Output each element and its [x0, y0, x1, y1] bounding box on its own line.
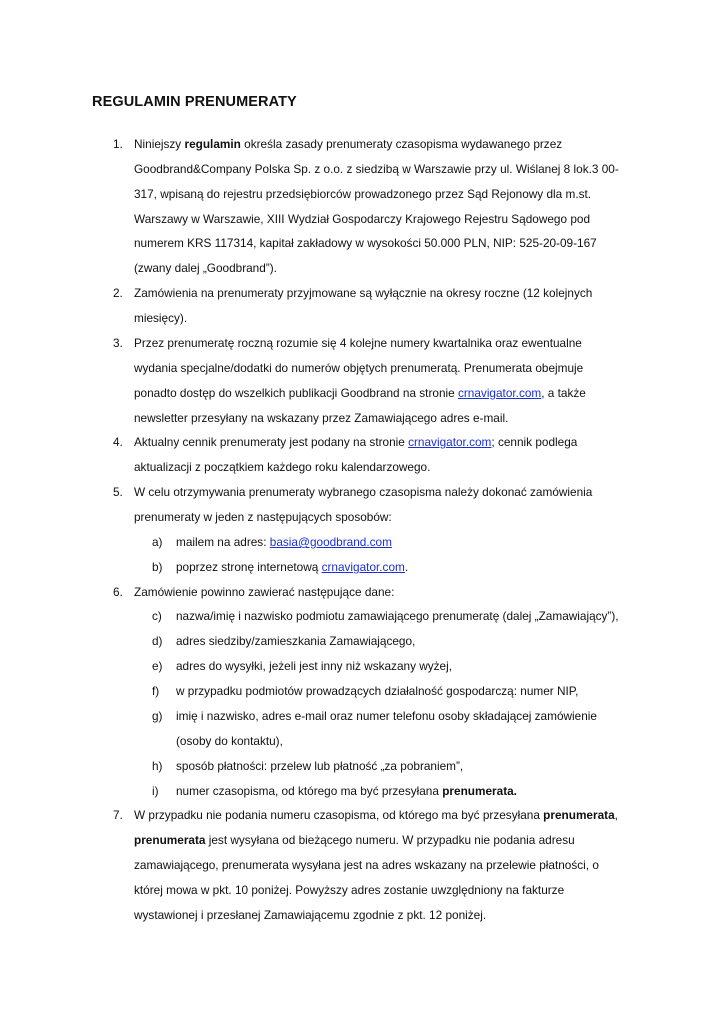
list-item-line: Zamówienia na prenumeraty przyjmowane są wyłącznie na okresy roczne (12 kolejnych [134, 286, 593, 300]
list-item-line: (zwany dalej „Goodbrand”). [134, 261, 277, 275]
list-item-line: Aktualny cennik prenumeraty jest podany na stronie crnavigator.com; cennik podlega [134, 435, 578, 449]
list-item-line: wystawionej i przesłanej Zamawiającemu zgodnie z pkt. 12 poniżej. [134, 908, 487, 922]
crnavigator-link[interactable]: crnavigator.com [408, 435, 492, 449]
sub-list-line: sposób płatności: przelew lub płatność „za pobraniem”, [176, 759, 464, 773]
sub-list-letter: h) [152, 759, 163, 773]
sub-list-line: nazwa/imię i nazwisko podmiotu zamawiającego prenumeratę (dalej „Zamawiający”), [176, 609, 619, 623]
list-item-line: Niniejszy regulamin określa zasady prenumeraty czasopisma wydawanego przez [134, 137, 563, 151]
sub-list-line: imię i nazwisko, adres e-mail oraz numer telefonu osoby składającej zamówienie [176, 709, 597, 723]
list-item-line: Warszawy w Warszawie, XIII Wydział Gospodarczy Krajowego Rejestru Sądowego pod [134, 212, 591, 226]
list-item-line: Goodbrand&Company Polska Sp. z o.o. z siedzibą w Warszawie przy ul. Wiślanej 8 lok.3 00- [134, 162, 619, 176]
list-number: 6. [113, 585, 123, 599]
list-item-line: W przypadku nie podania numeru czasopisma, od którego ma być przesyłana prenumerata, [134, 808, 618, 822]
list-number: 5. [113, 485, 123, 499]
list-item-line: Przez prenumeratę roczną rozumie się 4 kolejne numery kwartalnika oraz ewentualne [134, 336, 582, 350]
list-item-line: ponadto dostęp do wszelkich publikacji Goodbrand na stronie crnavigator.com, a także [134, 386, 586, 400]
sub-list-line: w przypadku podmiotów prowadzących działalność gospodarczą: numer NIP, [176, 684, 579, 698]
list-item-line: aktualizacji z początkiem każdego roku kalendarzowego. [134, 460, 431, 474]
sub-list-letter: g) [152, 709, 163, 723]
crnavigator-link[interactable]: crnavigator.com [457, 386, 542, 400]
list-item-line: wydania specjalne/dodatki do numerów objętych prenumeratą. Prenumerata obejmuje [134, 361, 584, 375]
list-item-line: zamawiającego, prenumerata wysyłana jest na adres wskazany na przelewie płatności, o [134, 858, 599, 872]
page-title: REGULAMIN PRENUMERATY [92, 94, 297, 110]
list-item-line: numerem KRS 117314, kapitał zakładowy w wysokości 50.000 PLN, NIP: 525-20-09-167 [134, 236, 597, 250]
sub-list-letter: b) [152, 560, 163, 574]
sub-list-line: (osoby do kontaktu), [176, 734, 283, 748]
list-number: 3. [113, 336, 123, 350]
sub-list-line: adres siedziby/zamieszkania Zamawiającego, [176, 634, 416, 648]
sub-list-letter: i) [152, 784, 159, 798]
list-item-line: newsletter przesyłany na wskazany przez Zamawiającego adres e-mail. [134, 411, 509, 425]
list-item-line: prenumerata jest wysyłana od bieżącego numeru. W przypadku nie podania adresu [134, 833, 575, 847]
list-item-line: 317, wpisaną do rejestru przedsiębiorców prowadzonego przez Sąd Rejonowy dla m.st. [134, 187, 592, 201]
sub-list-letter: f) [152, 684, 160, 698]
crnavigator-link[interactable]: crnavigator.com [321, 560, 405, 574]
list-number: 4. [113, 435, 123, 449]
sub-list-letter: e) [152, 659, 163, 673]
list-item-line: Zamówienie powinno zawierać następujące dane: [134, 585, 395, 599]
sub-list-line: mailem na adres: basia@goodbrand.com [176, 535, 392, 549]
list-number: 7. [113, 808, 123, 822]
list-number: 1. [113, 137, 123, 151]
sub-list-letter: d) [152, 634, 163, 648]
list-item-line: W celu otrzymywania prenumeraty wybranego czasopisma należy dokonać zamówienia [134, 485, 593, 499]
sub-list-letter: a) [152, 535, 163, 549]
sub-list-line: adres do wysyłki, jeżeli jest inny niż wskazany wyżej, [176, 659, 453, 673]
sub-list-line: poprzez stronę internetową crnavigator.com. [176, 560, 409, 574]
sub-list-letter: c) [152, 609, 162, 623]
sub-list-line: numer czasopisma, od którego ma być przesyłana prenumerata. [176, 784, 517, 798]
list-item-line: prenumeraty w jeden z następujących sposobów: [134, 510, 392, 524]
list-item-line: której mowa w pkt. 10 poniżej. Powyższy adres zostanie uwzględniony na fakturze [134, 883, 565, 897]
list-item-line: miesięcy). [134, 311, 188, 325]
list-number: 2. [113, 286, 123, 300]
email-link[interactable]: basia@goodbrand.com [269, 535, 392, 549]
